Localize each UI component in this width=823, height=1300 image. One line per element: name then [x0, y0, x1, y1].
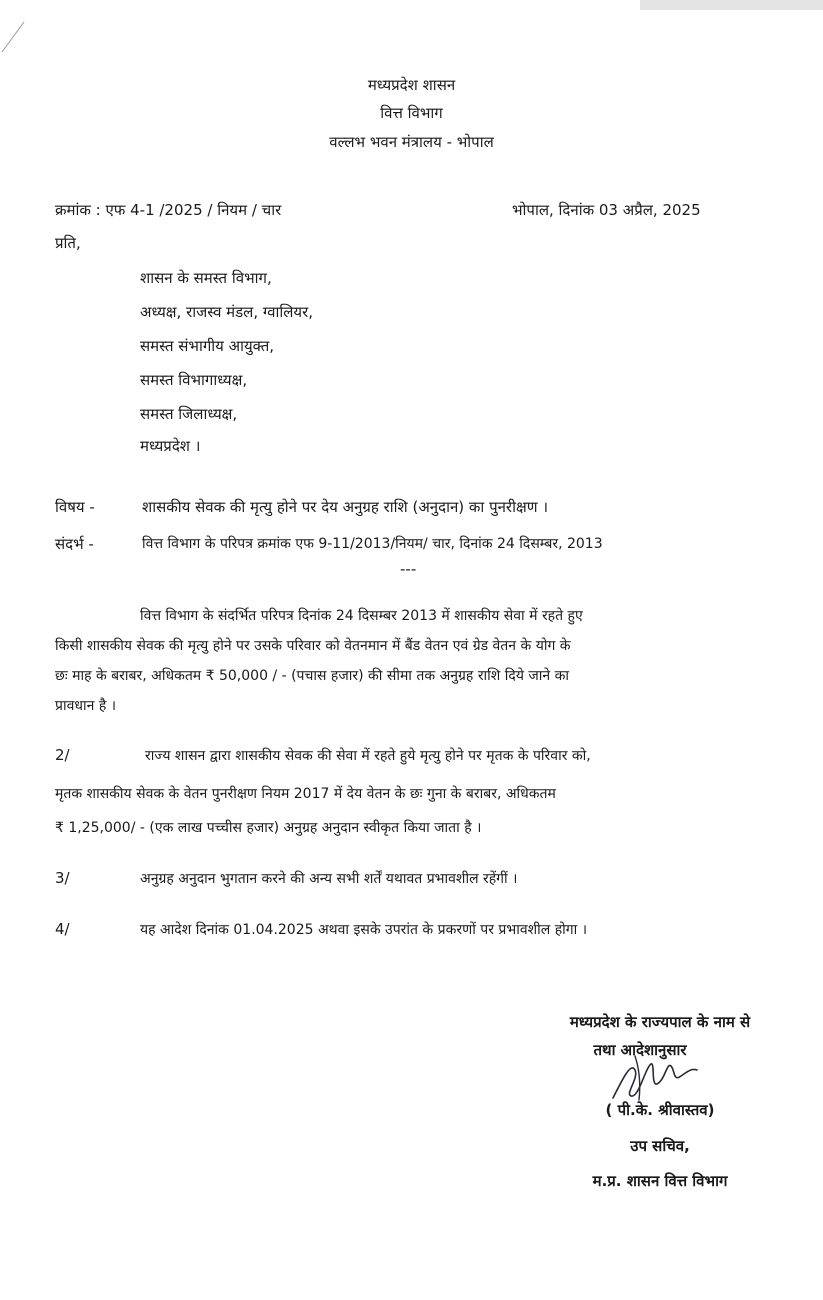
- recipient: समस्त विभागाध्यक्ष,: [140, 371, 248, 389]
- paragraph-2-number: 2/: [55, 746, 70, 764]
- paragraph-1-line: वित्त विभाग के संदर्भित परिपत्र दिनांक 24 दिसम्बर 2013 में शासकीय सेवा में रहते हुए: [140, 608, 583, 624]
- signature-order-line: तथा आदेशानुसार: [593, 1041, 687, 1059]
- reference-label: संदर्भ -: [55, 535, 94, 553]
- header-state: मध्यप्रदेश शासन: [367, 76, 456, 94]
- paragraph-1-line: छः माह के बराबर, अधिकतम ₹ 50,000 / - (पचास हजार) की सीमा तक अनुग्रह राशि दिये जाने का: [55, 668, 570, 684]
- header-department: वित्त विभाग: [380, 104, 443, 122]
- paragraph-2-line: ₹ 1,25,000/ - (एक लाख पच्चीस हजार) अनुग्रह अनुदान स्वीकृत किया जाता है ।: [55, 820, 482, 836]
- paragraph-2-line: राज्य शासन द्वारा शासकीय सेवक की सेवा में रहते हुये मृत्यु होने पर मृतक के परिवार को,: [145, 748, 591, 764]
- recipient: समस्त जिलाध्यक्ष,: [140, 405, 238, 423]
- to-label: प्रति,: [55, 234, 81, 252]
- handwritten-signature: [605, 1048, 715, 1108]
- order-date: भोपाल, दिनांक 03 अप्रैल, 2025: [512, 201, 701, 219]
- paragraph-1-line: किसी शासकीय सेवक की मृत्यु होने पर उसके परिवार को वेतनमान में बैंड वेतन एवं ग्रेड वेतन के योग के: [55, 638, 571, 654]
- paragraph-3-number: 3/: [55, 869, 70, 887]
- subject-text: शासकीय सेवक की मृत्यु होने पर देय अनुग्रह राशि (अनुदान) का पुनरीक्षण ।: [142, 498, 549, 516]
- signatory-designation: उप सचिव,: [630, 1137, 690, 1155]
- paragraph-4-text: यह आदेश दिनांक 01.04.2025 अथवा इसके उपरांत के प्रकरणों पर प्रभावशील होगा ।: [140, 922, 588, 938]
- signatory-name: ( पी.के. श्रीवास्तव): [605, 1101, 715, 1119]
- paragraph-4-number: 4/: [55, 920, 70, 938]
- paragraph-3-text: अनुग्रह अनुदान भुगतान करने की अन्य सभी शर्तें यथावत प्रभावशील रहेंगीं ।: [140, 871, 518, 887]
- subject-label: विषय -: [55, 498, 95, 516]
- recipient: समस्त संभागीय आयुक्त,: [140, 337, 275, 355]
- paragraph-1-line: प्रावधान है ।: [55, 698, 117, 714]
- signature-authority-line: मध्यप्रदेश के राज्यपाल के नाम से: [569, 1013, 751, 1031]
- signatory-office: म.प्र. शासन वित्त विभाग: [592, 1172, 728, 1190]
- paragraph-2-line: मृतक शासकीय सेवक के वेतन पुनरीक्षण नियम 2017 में देय वेतन के छः गुना के बराबर, अधिकतम: [55, 786, 556, 802]
- recipient: मध्यप्रदेश ।: [140, 437, 201, 455]
- order-number: क्रमांक : एफ 4-1 /2025 / नियम / चार: [55, 201, 282, 219]
- separator: ---: [400, 560, 417, 578]
- reference-text: वित्त विभाग के परिपत्र क्रमांक एफ 9-11/2013/नियम/ चार, दिनांक 24 दिसम्बर, 2013: [142, 536, 603, 552]
- recipient: अध्यक्ष, राजस्व मंडल, ग्वालियर,: [140, 303, 313, 321]
- scan-edge-mark: [0, 0, 823, 60]
- header-address: वल्लभ भवन मंत्रालय - भोपाल: [329, 133, 494, 151]
- recipient: शासन के समस्त विभाग,: [140, 269, 272, 287]
